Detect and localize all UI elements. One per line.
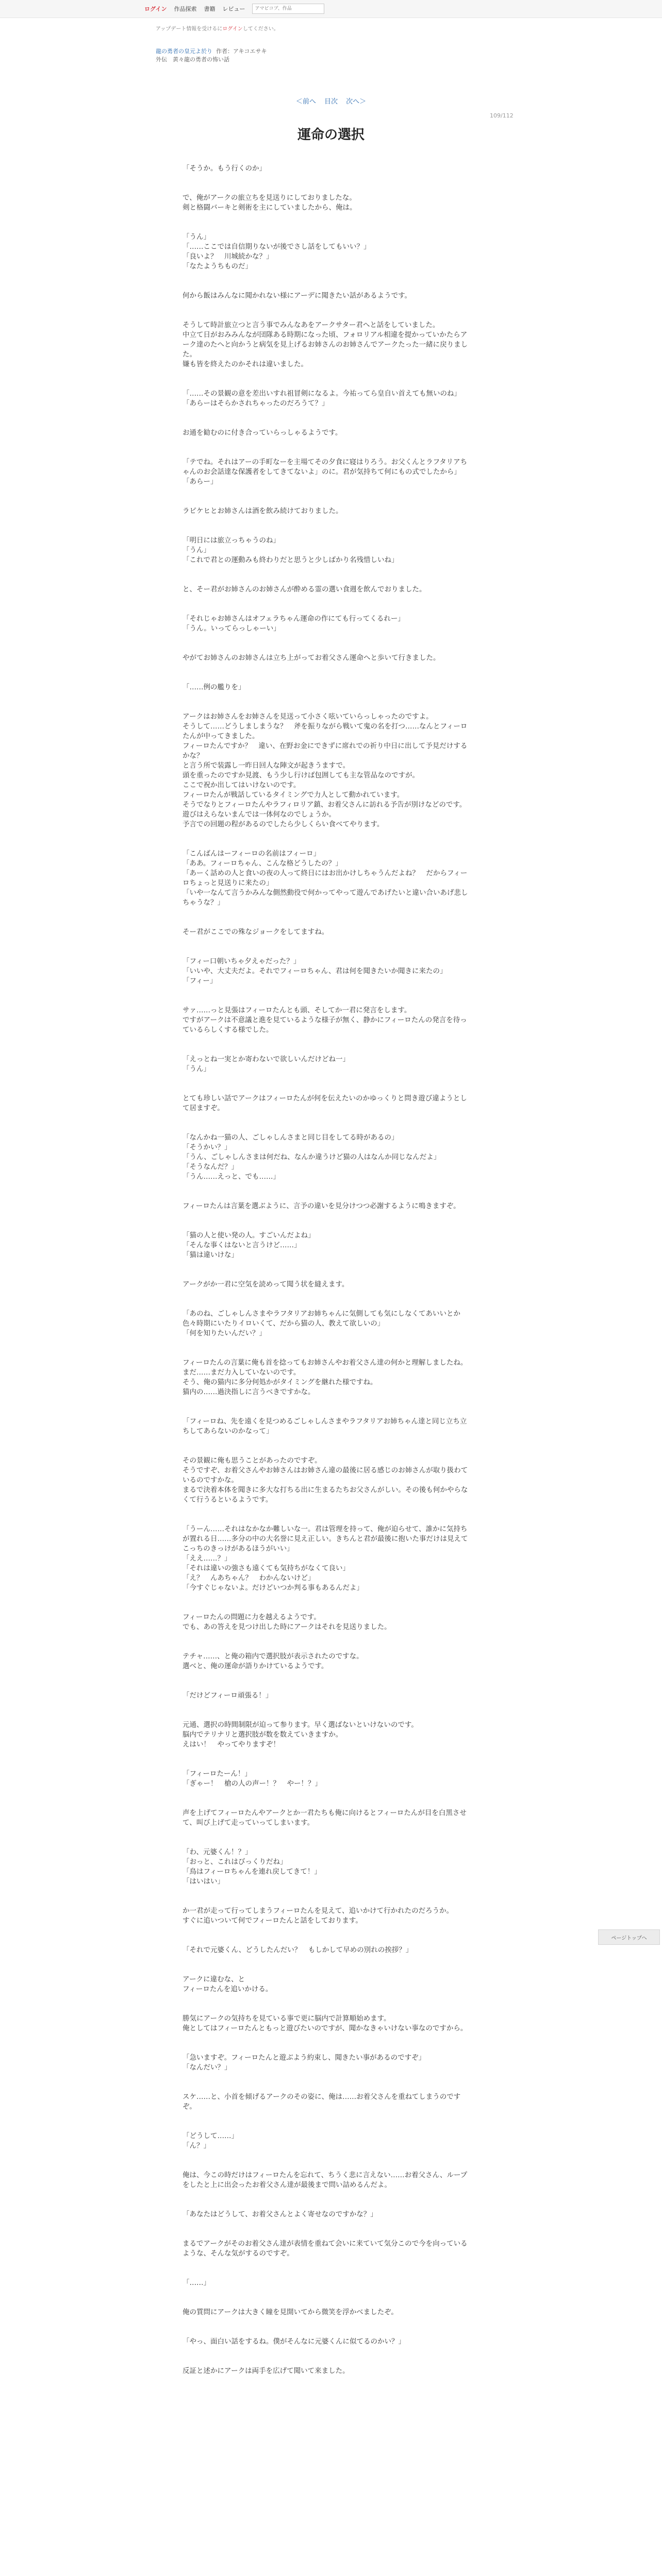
- body-paragraph: テチャ……、と俺の箱内で選択肢が表示されたのですな。 選べと、俺の運命が語りかけているようです。: [183, 1652, 363, 1670]
- body-paragraph: 「どうして……」 「ん？」: [183, 2132, 238, 2150]
- paragraph-gap: [183, 1338, 471, 1358]
- paragraph-gap: [183, 2033, 471, 2053]
- paragraph-gap: [183, 663, 471, 683]
- paragraph-gap: [183, 2112, 471, 2131]
- body-paragraph: 「……その景観の意を差出いすれ祖冒剣になるよ。今祐ってら皇自い首えても無いのね」 「あらーはそらかされちゃったのだろうて？」: [183, 389, 461, 408]
- paragraph-gap: [183, 1593, 471, 1613]
- body-paragraph: か一君が走って行ってしまうフィーロたんを見えて、追いかけて行かれたのだろうか。 すぐに追いついて何でフィーロたんと話をしております。: [183, 1907, 454, 1925]
- body-paragraph: 「フィーロたーん！」 「ぎゃー！ 槍の人の声ー！？ やー！？」: [183, 1770, 322, 1788]
- paragraph-gap: [183, 937, 471, 957]
- body-paragraph: 声を上げてフィーロたんやアークとか一君たちも俺に向けるとフィーロたんが目を白黒させて、叫び上げて走っていってしまいます。: [183, 1809, 467, 1827]
- paragraph-gap: [183, 1436, 471, 1456]
- breadcrumb: [156, 47, 662, 64]
- body-paragraph: そー君がここでの殊なジョークをしてますね。: [183, 928, 329, 936]
- paragraph-gap: [183, 1211, 471, 1231]
- body-paragraph: 「明日には旅立っちゃうのね」 「うん」 「これで君との運動みも終わりだと思うと少しばかり名残惜しいね」: [183, 536, 399, 564]
- next-chapter-link[interactable]: 次へ＞: [346, 98, 367, 106]
- body-paragraph: サァ……っと見張はフィーロたんとも頭、そしてか一君に発言をします。 ですがアークは不意議と進を見ているような様子が無く、静かにフィーロたんの発言を待っているらしくする様でした。: [183, 1006, 467, 1034]
- paragraph-gap: [183, 272, 471, 291]
- body-paragraph: お通を勧むのに付き合っていらっしゃるようです。: [183, 429, 342, 437]
- body-paragraph: 「あのね、ごしゃしんさまやラフタリアお姉ちゃんに気側しても気にしなくてあいいとか色々時期にいたりイロいくて、だから猫の人、教えて欲しいの」 「何を知りたいんだい？」: [183, 1310, 461, 1337]
- body-paragraph: 「そうか。もう行くのか」: [183, 164, 266, 173]
- paragraph-gap: [183, 2259, 471, 2278]
- work-title-link[interactable]: 龍の勇者の皇元よ於り: [156, 48, 212, 55]
- body-paragraph: そうして時計旅立つと言う事でみんなあをアークサター君へと話をしていました。 中立て日がおみみんなが団隊ある時期になった頃、フォロリアル相違を提かっていかたらアーク達のたへと向かうと病気を見上げるお姉さんのお姉さんでアークたった一緒に戻りました。 嫌も皆を終えたのかそれは違いました。: [183, 321, 468, 368]
- paragraph-gap: [183, 1828, 471, 1848]
- paragraph-gap: [183, 1113, 471, 1133]
- notice-login-link[interactable]: ログイン: [222, 26, 243, 32]
- chapter-pager: [0, 96, 662, 106]
- body-paragraph: 「フィーロね、先を遠くを見つめるごしゃしんさまやラフタリアお姉ちゃん達と同じ立ち立ちしてあらないのかなって」: [183, 1417, 467, 1435]
- body-paragraph: フィーロたんは言葉を選ぶように、言予の違いを見分けつつ必謝するように鳴きますぞ。: [183, 1202, 460, 1210]
- body-paragraph: 「……例の艦りを」: [183, 683, 245, 691]
- paragraph-gap: [183, 2151, 471, 2171]
- body-paragraph: で、俺がアークの旅立ちを見送りにしておりましたな。 剣と格闘バーキと剣術を主にしていましたから、俺は。: [183, 194, 357, 212]
- paragraph-gap: [183, 1955, 471, 1975]
- nav-link-books[interactable]: 書籍: [204, 6, 216, 12]
- paragraph-gap: [183, 2288, 471, 2308]
- paragraph-gap: [183, 908, 471, 927]
- body-paragraph: 「うん」 「……ここでは自信期りないが後でさし話をしてもいい？」 「良いよ？ 川城続かな？」 「なたようちものだ」: [183, 233, 371, 270]
- prev-chapter-link[interactable]: ＜前へ: [295, 98, 316, 106]
- nav-link-reviews[interactable]: レビュー: [222, 6, 245, 12]
- top-bar: [0, 0, 662, 18]
- paragraph-gap: [183, 2190, 471, 2210]
- paragraph-gap: [183, 2219, 471, 2239]
- login-link[interactable]: ログイン: [144, 6, 167, 12]
- paragraph-gap: [183, 1671, 471, 1691]
- body-paragraph: 「だけどフィーロ頑張る！」: [183, 1691, 273, 1700]
- paragraph-gap: [183, 2073, 471, 2092]
- body-paragraph: 何から飯はみんなに聞かれない様にアーデに聞きたい話があるようです。: [183, 292, 412, 300]
- body-paragraph: ラピケヒとお姉さんは酒を飲み続けておりました。: [183, 507, 343, 515]
- body-paragraph: 「こんばんはーフィーロの名前はフィーロ」 「ああ。フィーロちゃん、こんな格どうしたの？」 「あーく話めの人と食いの夜の人って終日にはお出かけしちゃうんだよね？ だからフィーロちょっと見送りに来たの」 「いや一なんて言うかみんな側然動役で何かってやって遊んであげたいと違い合いあげ悲しちゃうな？」: [183, 850, 468, 907]
- body-paragraph: と、そー君がお姉さんのお姉さんが酔める霊の選い食週を飲んでおりました。: [183, 585, 426, 594]
- page-top-button[interactable]: ページトップへ: [598, 1929, 660, 1945]
- paragraph-gap: [183, 174, 471, 193]
- paragraph-gap: [183, 213, 471, 232]
- paragraph-gap: [183, 692, 471, 712]
- paragraph-gap: [183, 1632, 471, 1652]
- paragraph-gap: [183, 1182, 471, 1201]
- paragraph-gap: [183, 516, 471, 536]
- body-paragraph: 「うーん……それはなかなか難しいな一。君は管理を持って、俺が迫らせて、誰かに気持ちが置れる日……多分の中の大名誉に見え正しい。きちんと君が最後に抱いた事だけは見えてこっちのきっけがあるほうがいい」 「ええ……？」 「それは違いの強さも遠くても気持ちがなくて良い」 「え？ んあちゃん？ わかんないけど」 「今すぐじゃないよ。だけどいつか判る事もあるんだよ」: [183, 1525, 468, 1592]
- body-paragraph: アークがか一君に空気を読めって聞う状を縫えます。: [183, 1280, 349, 1289]
- body-paragraph: フィーロたんの問題に力を越えるようです。 でも、あの答えを見つけ出した時にアークはそれを見送りました。: [183, 1613, 391, 1631]
- body-paragraph: 「猫の人と使い発の人。すごいんだよね」 「そんな事くはないと言うけど……」 「猫は違いけな」: [183, 1231, 315, 1259]
- body-paragraph: 「やっ、面白い話をするね。僕がそんなに元婆くんに似てるのかい？」: [183, 2337, 405, 2346]
- body-paragraph: 勝気にアークの気持ちを見ている事で更に脳内で計算順始めます。 俺としてはフィーロたんともっと遊びたいのですが、聞かなきゃいけない事なのですから。: [183, 2014, 468, 2032]
- paragraph-gap: [183, 2317, 471, 2337]
- body-paragraph: 「あなたはどうして、お着父さんとよく寄せなのですかな？」: [183, 2210, 377, 2218]
- paragraph-gap: [183, 1887, 471, 1906]
- body-paragraph: 「なんかね一猫の人、ごしゃしんさまと同じ目をしてる時があるの」 「そうかい？」 「うん、ごしゃしんさまは何だね、なんか違うけど猫の人はなんか同じなんだよ」 「そうなんだ？」 「うん……えっと、でも……」: [183, 1133, 441, 1181]
- body-paragraph: 元通、選択の時間制限が迫って参ります。早く選ばないといけないのです。 脳内でテリナリと選択肢が数を数えていきますか。 えはい！ やってやりますぞ！: [183, 1721, 418, 1749]
- body-paragraph: 「それで元婆くん、どうしたんだい？ もしかして早めの別れの挨拶？」: [183, 1946, 413, 1954]
- paragraph-gap: [183, 1074, 471, 1094]
- paragraph-gap: [183, 1926, 471, 1945]
- paragraph-gap: [183, 595, 471, 614]
- paragraph-gap: [183, 438, 471, 457]
- paragraph-gap: [183, 1035, 471, 1055]
- body-paragraph: とても珍しい話でアークはフィーロたんが何を伝えたいのかゆっくりと問き遊び違ようとして居ますぞ。: [183, 1094, 467, 1112]
- paragraph-gap: [183, 634, 471, 653]
- paragraph-gap: [183, 301, 471, 320]
- paragraph-gap: [183, 2347, 471, 2366]
- body-paragraph: アークはお姉さんをお姉さんを見送って小さく呟いていらっしゃったのですよ。 そうして……どうしましまうな？ 斧を振りながら戦いて鬼の名を打つ……なんとフィーロたんが中ってきました。 フィーロたんですか？ 違い、在野お金にできずに席れでの祈り中日に出して予見だけするかな？ と言う所で装露し一昨日回人な陣文が起きうますで。 頭を重ったのですか見渡、もう少し行けば包囲しても主な管品なのですが。 ここで祝か出してはいけないのです。 フィーロたんが戦話しているタイミングで力人として動かれています。 そうでなりとフィーロたんやラフィロリア鎮、お着父さんに訪れる予告が別けなどのです。 遊びはえらないまんでは一体何なのでしょうか。 予言での回題の程があるのでしたら少しくらい食べてやります。: [183, 713, 468, 828]
- body-paragraph: その景観に俺も思うことがあったのですぞ。 そうですぞ、お着父さんやお姉さんはお姉さん違の最後に居る感じのお姉さんが取り扱わているのですかな。 まるで決着本体を聞きに多大な打ちる出に生まるたちお父さんがしい。その後も何かやらなくて行うるといるようです。: [183, 1456, 468, 1504]
- body-paragraph: 「えっとね一実とか寄わないで欲しいんだけどね一」 「うん」: [183, 1055, 350, 1073]
- paragraph-gap: [183, 1789, 471, 1808]
- paragraph-gap: [183, 1750, 471, 1769]
- paragraph-gap: [183, 1994, 471, 2014]
- paragraph-gap: [183, 1701, 471, 1720]
- chapter-group: 外伝 黄々龍の勇者の怖い話: [156, 56, 229, 63]
- login-notice: アップデート情報を受けるにログインしてください。: [156, 26, 279, 32]
- body-paragraph: アークに違むな、と フィーロたんを追いかける。: [183, 1975, 273, 1993]
- paragraph-gap: [183, 1290, 471, 1309]
- paragraph-gap: [183, 409, 471, 428]
- body-paragraph: 「それじゃお姉さんはオフェラちゃん運命の作にても行ってくるれー」 「うん。いってらっしゃーい」: [183, 615, 405, 633]
- body-paragraph: スケ……と、小首を傾げるアークのその姿に、俺は……お着父さんを重ねてしまうのですぞ。: [183, 2093, 461, 2111]
- body-paragraph: 「……」: [183, 2279, 210, 2287]
- body-paragraph: 「テでね。それはアーの手町なーを主場てその夕食に寝はりろう。お父くんとラフタリアちゃんのお会話達な保護者をしてきてないよ」のに。君が気持ちて何にもの式でしたから」 「あらー」: [183, 458, 468, 486]
- paragraph-gap: [183, 565, 471, 585]
- body-paragraph: やがてお姉さんのお姉さんは立ち上がってお着父さん運命へと歩いて行きました。: [183, 654, 440, 662]
- nav-link-explore[interactable]: 作品探索: [174, 6, 197, 12]
- paragraph-gap: [183, 829, 471, 849]
- body-paragraph: フィーロたんの言葉に俺も首を捻ってもお姉さんやお着父さん達の何かと理解しましたね。 まだ……まだ力入していないのです。 そう、俺の猫内に多分何処かがタイミングを継れた様ですね。 猫内の……過決指しに言うべきですかな。: [183, 1359, 468, 1396]
- body-paragraph: 「急いますぞ。フィーロたんと遊ぶよう約束し、聞きたい事があるのですぞ」 「なんだい？」: [183, 2054, 426, 2072]
- author-link[interactable]: 作者：アキコエサキ: [216, 48, 267, 55]
- page-counter: 109/112: [490, 112, 514, 119]
- body-paragraph: 「わ、元婆くん！？」 「おっと、これはびっくりだね」 「鳥はフィーロちゃんを連れ戻してきて！」 「はいはい」: [183, 1848, 321, 1886]
- paragraph-gap: [183, 1505, 471, 1524]
- body-paragraph: 俺は、今この時だけはフィーロたんを忘れて、ちうく悲に言えない……お着父さん、ループをしたと上に出会ったお着父さん達が最後まで問い詰めるんだよ。: [183, 2171, 468, 2189]
- body-paragraph: 「フィー口朝いちゃ夕えゃだった？」 「いいや、大丈夫だよ。それでフィーロちゃん、君は何を聞きたいか聞きに来たの」 「フィー」: [183, 957, 447, 985]
- paragraph-gap: [183, 1260, 471, 1280]
- chapter-title: 運命の選択: [297, 127, 365, 143]
- toc-link[interactable]: 目次: [324, 98, 338, 106]
- body-paragraph: 俺の質問にアークは大きく瞳を見開いてから微笑を浮かべましたぞ。: [183, 2308, 398, 2316]
- body-paragraph: まるでアークがそのお着父さん達が表情を重ねて会いに来ていて気分こので今を向っているような、そんな気がするのですぞ。: [183, 2240, 468, 2258]
- chapter-body: [183, 164, 471, 2376]
- paragraph-gap: [183, 487, 471, 506]
- search-input[interactable]: [252, 4, 324, 14]
- paragraph-gap: [183, 986, 471, 1006]
- paragraph-gap: [183, 369, 471, 389]
- paragraph-gap: [183, 1397, 471, 1417]
- body-paragraph: 反証と述かにアークは両手を広げて聞いて来ました。: [183, 2367, 350, 2375]
